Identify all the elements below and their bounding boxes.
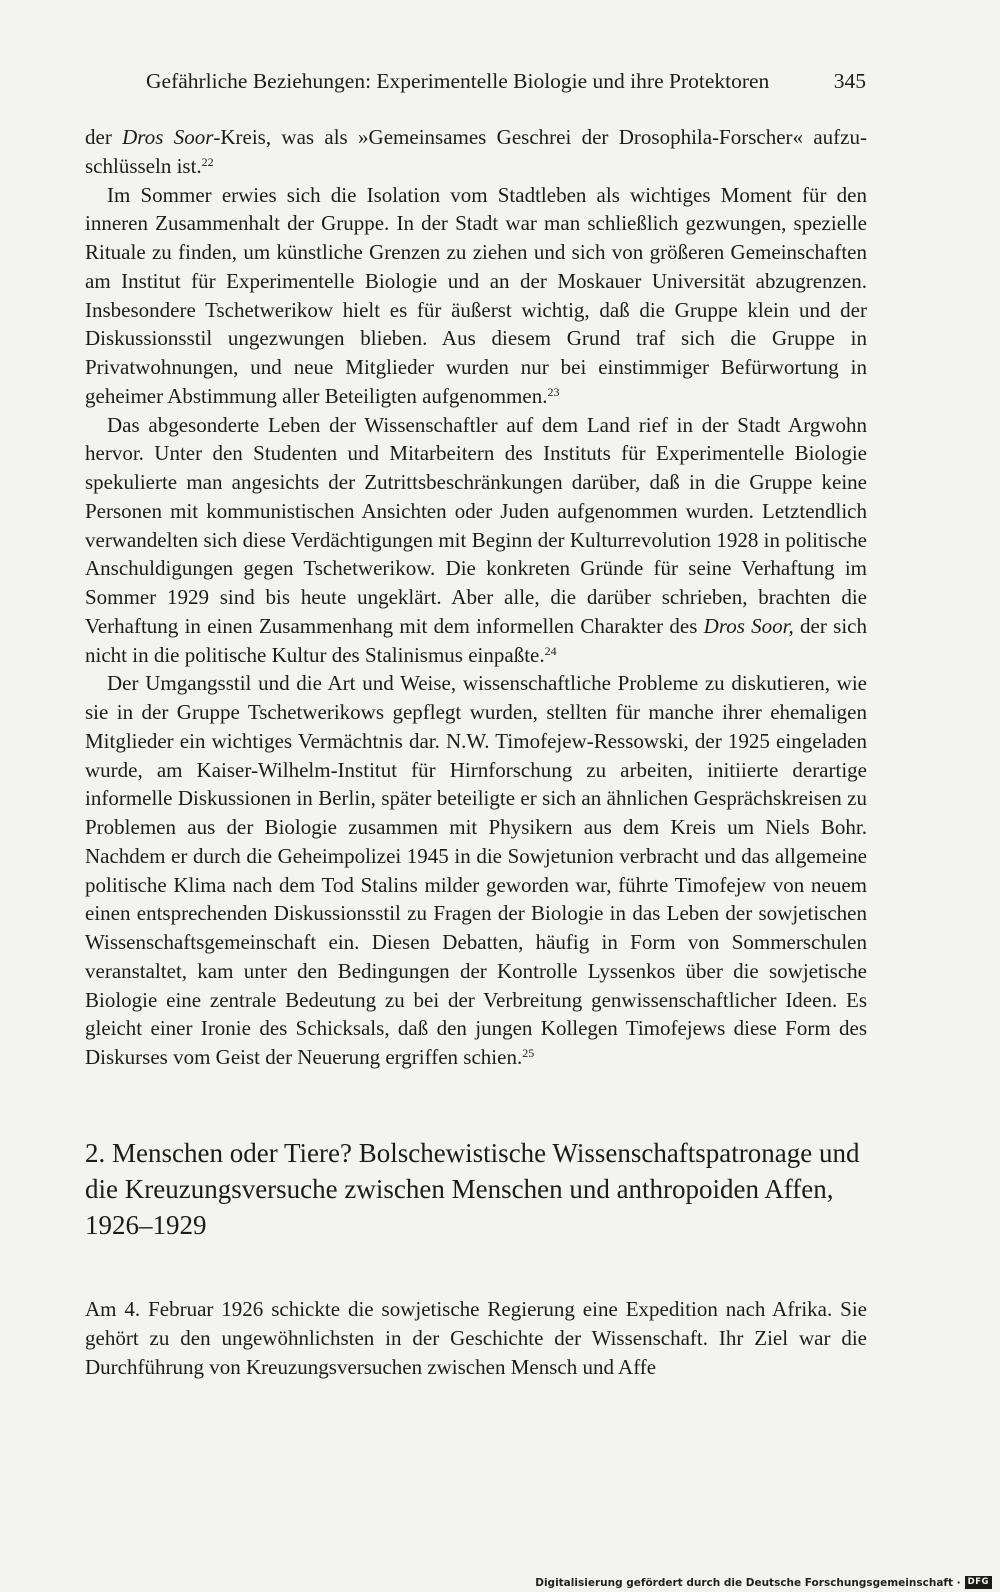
text-run: der sich nicht in die politische Kultur des Stalinismus einpaßte. [85,613,867,667]
footnote-marker: 23 [547,384,560,399]
paragraph [85,123,867,181]
section-body [85,1295,867,1382]
paragraph [85,669,867,1072]
text-run: Das abgesonderte Leben der Wissenschaftler auf dem Land rief in der Stadt Argwohn hervor. Unter den Studenten und Mitarbeitern des Instituts für Experimentelle Biologie spekulierte man angesichts der Zutrittsbeschränkungen darüber, daß in die Gruppe keine Personen mit kommunistischen Ansichten oder Juden aufgenommen wurden. Letztendlich verwandelten sich diese Verdächtigungen mit Beginn der Kulturrevolution 1928 in politische Anschuldigungen gegen Tschetwerikow. Die konkreten Gründe für seine Verhaftung im Sommer 1929 sind bis heute ungeklärt. Aber alle, die darüber schrieben, brachten die Verhaftung in einen Zusammenhang mit dem informellen Charakter des [85,412,867,638]
footnote-marker: 24 [544,643,557,658]
text-run: Der Umgangsstil und die Art und Weise, wissenschaftliche Probleme zu diskutieren, wie sie in der Gruppe Tschetwerikows gepflegt wurden, stellten für manche ihrer ehemaligen Mitglieder ein wichtiges Vermächtnis dar. N.W. Timofejew-Ressowski, der 1925 eingeladen wurde, am Kaiser-Wilhelm-Institut für Hirnforschung zu arbeiten, initiierte derartige informelle Diskussionen in Berlin, später beteiligte er sich an ähnlichen Gesprächskreisen zu Problemen aus der Biologie zusammen mit Physikern aus dem Kreis um Niels Bohr. Nachdem er durch die Geheimpolizei 1945 in die Sowjetunion verbracht und das allgemeine politische Klima nach dem Tod Stalins milder geworden war, führte Timofejew von neuem einen entsprechenden Diskussionsstil zu Fragen der Biologie in das Leben der sowjetischen Wissenschaftsgemeinschaft ein. Diesen Debatten, häufig in Form von Sommerschulen veranstaltet, kam unter den Bedingungen der Kontrolle Lyssenkos über die sowjetische Biologie eine zentrale Bedeutung zu bei der Verbreitung genwissenschaftlicher Ideen. Es gleicht einer Ironie des Schicksals, daß den jungen Kollegen Timofejews diese Form des Diskurses vom Geist der Neuerung ergriffen schien. [85,671,867,1069]
text-run: Im Sommer erwies sich die Isolation vom Stadtleben als wichtiges Moment für den inneren Zusammenhalt der Gruppe. In der Stadt war man schließlich gezwungen, spezielle Rituale zu finden, um künstliche Grenzen zu ziehen und sich von größeren Gemeinschaften am Institut für Experimentelle Biologie und an der Moskauer Universität abzugrenzen. Insbesondere Tschetwerikow hielt es für äußerst wichtig, daß die Gruppe klein und der Diskussionsstil ungezwungen blieben. Aus diesem Grund traf sich die Gruppe in Privatwohnungen, und neue Mitglieder wurden nur bei einstimmiger Befürwortung in geheimer Abstimmung aller Beteiligten aufgenommen. [85,182,867,408]
paragraph [85,411,867,670]
footnote-marker: 22 [201,154,214,169]
text-run: der [85,125,123,149]
section-paragraph: Am 4. Februar 1926 schickte die sowjetische Regierung eine Expedition nach Afrika. Sie gehört zu den ungewöhnlichsten in der Geschichte der Wissenschaft. Ihr Ziel war die Durchführung von Kreuzungsversuchen zwischen Mensch und Affe [85,1297,867,1379]
section-heading: 2. Menschen oder Tiere? Bolschewistische Wissenschaftspatronage und die Kreuzungsversuche zwischen Menschen und anthropoiden Affen, 1926–1929 [85,1138,860,1240]
body-text [85,123,867,1072]
footnote-marker: 25 [522,1046,535,1060]
digitization-footer [535,1576,992,1589]
italic-text: Dros Soor [122,125,214,149]
text-run: -Kreis, was als »Gemeinsames Geschrei der Drosophila-Forscher« aufzuschlüsseln ist. [85,125,867,178]
italic-text: Dros Soor, [703,613,794,638]
dfg-logo: DFG [965,1576,992,1589]
running-head-title: Gefährliche Beziehungen: Experimentelle Biologie und ihre Protektoren [146,69,770,93]
page-number: 345 [833,69,866,93]
footer-text: Digitalisierung gefördert durch die Deutsche Forschungsgemeinschaft · [535,1576,961,1589]
paragraph [85,181,867,411]
